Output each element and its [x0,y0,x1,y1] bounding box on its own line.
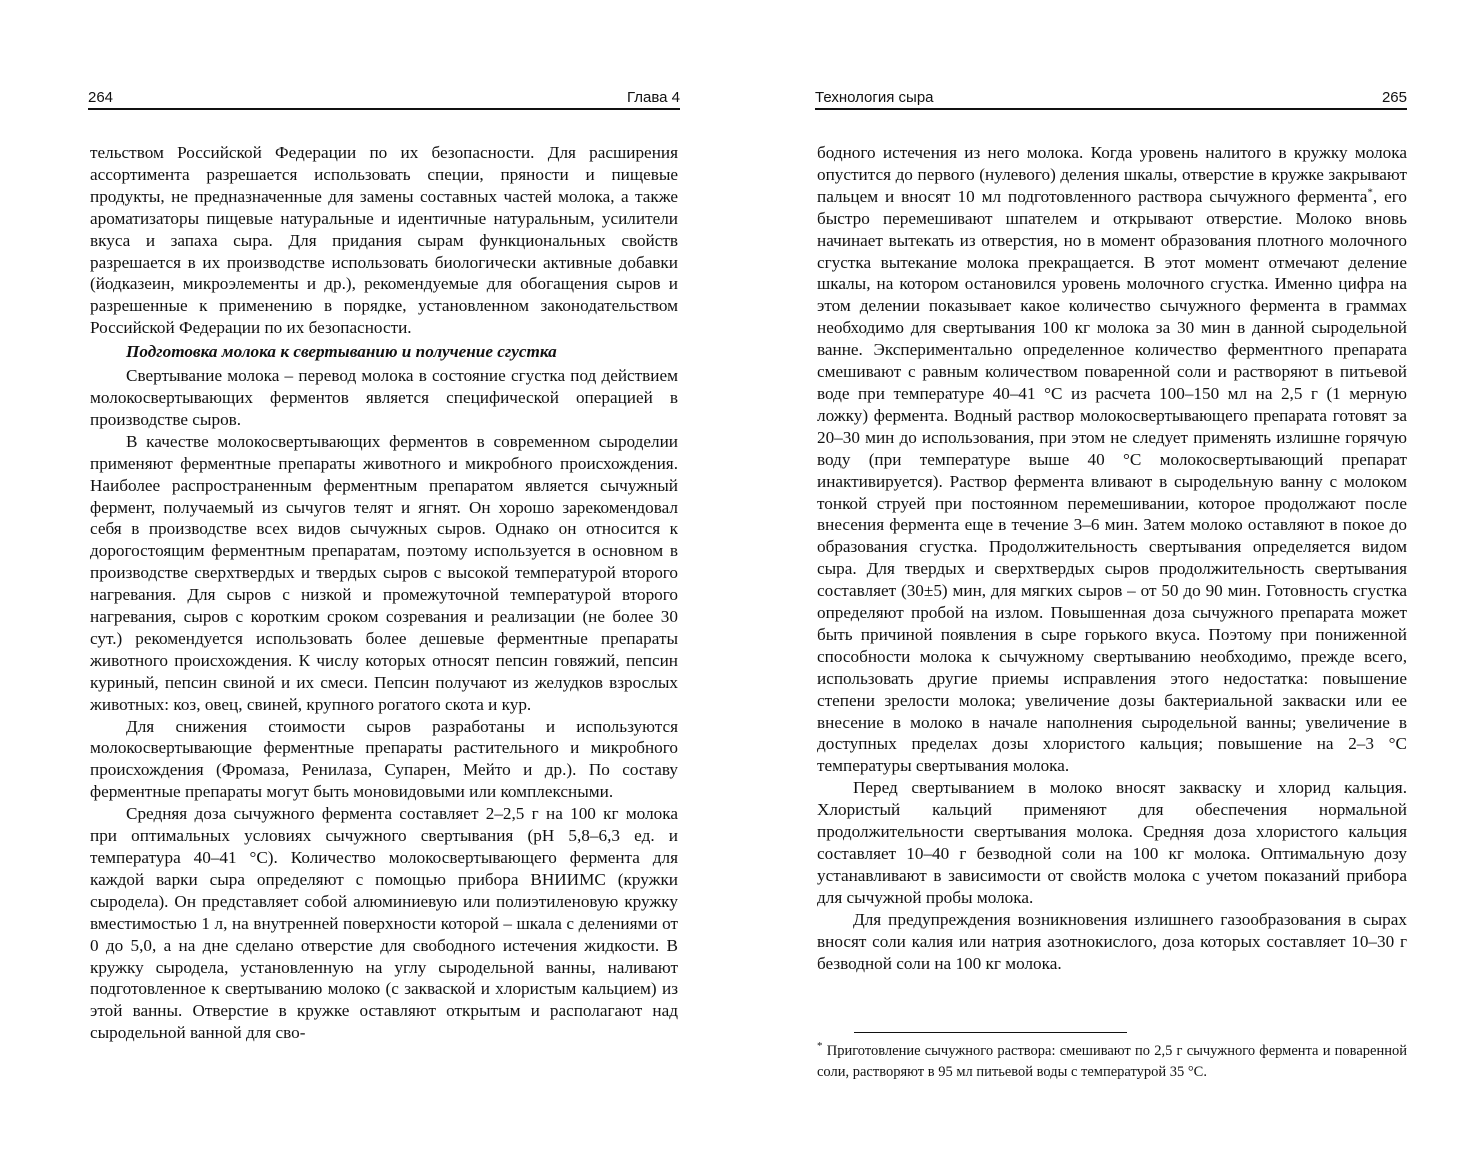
paragraph-text: , его быстро перемешивают шпателем и открывают отверстие. Молоко вновь начинает вытекать из отверстия, но в момент образования плотного молочного сгустка вытекание молока прекращается. В этот момент отмечают деление шкалы, на котором остановился уровень молочного сгустка. Именно цифра на этом делении показывает какое количество сычужного фермента в граммах необходимо для свертывания 100 кг молока за 30 мин в данной сыродельной ванне. Экспериментально определенное количество ферментного препарата смешивают с равным количеством поваренной соли и растворяют в питьевой воде при температуре 40–41 °С из расчета 100–150 мл на 2,5 г (1 мерную ложку) фермента. Водный раствор молокосвертывающего препарата готовят за 20–30 мин до использования, при этом не следует применять излишне горячую воду (при температуре выше 40 °С молокосвертывающий препарат инактивируется). Раствор фермента вливают в сыродельную ванну с молоком тонкой струей при постоянном перемешивании, которое продолжают после внесения фермента еще в течение 3–6 мин. Затем молоко оставляют в покое до образования сгустка. Продолжительность свертывания определяется видом сыра. Для твердых и сверхтвердых сыров продолжительность свертывания составляет (30±5) мин, для мягких сыров – от 50 до 90 мин. Готовность сгустка определяют пробой на излом. Повышенная доза сычужного препарата может быть причиной появления в сыре горького вкуса. Поэтому при пониженной способности молока к сычужному свертыванию необходимо, прежде всего, использовать другие приемы исправления этого недостатка: повышение степени зрелости молока; увеличение дозы бактериальной закваски или ее внесение в молоко в начале наполнения сыродельной ванны; увеличение в доступных пределах дозы хлористого кальция; повышение на 2–3 °С температуры свертывания молока. [817,186,1407,776]
right-page [737,0,1474,1162]
page-number: 264 [88,89,114,106]
page-number: 265 [1381,89,1407,106]
paragraph: В качестве молокосвертывающих ферментов в современном сыроделии применяют ферментные препараты животного и микробного происхождения. Наиболее распространенным ферментным препаратом является сычужный фермент, получаемый из сычугов телят и ягнят. Он хорошо зарекомендовал себя в производстве всех видов сычужных сыров. Однако он относится к дорогостоящим ферментным препаратам, поэтому используется в основном в производстве сверхтвердых и твердых сыров с высокой температурой второго нагревания. Для сыров с низкой и промежуточной температурой второго нагревания, сыров с коротким сроком созревания и реализации (не более 30 сут.) рекомендуется использовать более дешевые ферментные препараты животного происхождения. К числу которых относят пепсин говяжий, пепсин куриный, пепсин свиной и их смеси. Пепсин получают из желудков взрослых животных: коз, овец, свиней, крупного рогатого скота и кур. [90,431,678,714]
footnote-divider [854,1032,1127,1033]
running-header [815,88,1407,110]
section-subheading: Подготовка молока к свертыванию и получение сгустка [126,342,557,362]
running-title: Технология сыра [815,89,934,106]
running-header [88,88,680,110]
paragraph [817,142,1407,777]
footnote-marker[interactable]: * [1367,186,1373,199]
chapter-title: Глава 4 [626,89,680,106]
footnote-marker: * [817,1040,823,1053]
paragraph-text: бодного истечения из него молока. Когда уровень налитого в кружку молока опустится до первого (нулевого) деления шкалы, отверстие в кружке закрывают пальцем и вносят 10 мл подготовленного раствора сычужного фермента [817,143,1407,206]
footnote [817,1041,1407,1083]
page-body [90,142,678,1044]
paragraph: Свертывание молока – перевод молока в состояние сгустка под действием молокосвертывающих ферментов является специфической операцией в производстве сыров. [90,366,678,429]
footnote-text: Приготовление сычужного раствора: смешивают по 2,5 г сычужного фермента и поваренной соли, растворяют в 95 мл питьевой воды с температурой 35 °С. [817,1043,1407,1080]
paragraph: Для снижения стоимости сыров разработаны и используются молокосвертывающие ферментные препараты растительного и микробного происхождения (Фромаза, Ренилаза, Супарен, Мейто и др.). По составу ферментные препараты могут быть моновидовыми или комплексными. [90,716,678,802]
paragraph: Средняя доза сычужного фермента составляет 2–2,5 г на 100 кг молока при оптимальных условиях сычужного свертывания (рН 5,8–6,3 ед. и температура 40–41 °С). Количество молокосвертывающего фермента для каждой варки сыра определяют с помощью прибора ВНИИМС (кружки сыродела). Он представляет собой алюминиевую или полиэтиленовую кружку вместимостью 1 л, на внутренней поверхности которой – шкала с делениями от 0 до 5,0, а на дне сделано отверстие для свободного истечения жидкости. В кружку сыродела, установленную на углу сыродельной ванны, наливают подготовленное к свертыванию молоко (с закваской и хлористым кальцием) из этой ванны. Отверстие в кружке оставляют открытым и располагают над сыродельной ванной для сво- [90,804,678,1043]
paragraph: тельством Российской Федерации по их безопасности. Для расширения ассортимента разрешается использовать специи, пряности и пищевые продукты, не предназначенные для замены составных частей молока, а также ароматизаторы пищевые натуральные и идентичные натуральным, усилители вкуса и запаха сыра. Для придания сырам функциональных свойств разрешается в их производстве использовать биологически активные добавки (йодказеин, микроэлементы и др.), рекомендуемые для обогащения сыров и разрешенные к применению в порядке, установленном законодательством Российской Федерации по их безопасности. [90,143,678,338]
paragraph: Для предупреждения возникновения излишнего газообразования в сырах вносят соли калия или натрия азотнокислого, доза которых составляет 10–30 г безводной соли на 100 кг молока. [817,909,1407,973]
page-body [817,142,1407,974]
paragraph: Перед свертыванием в молоко вносят закваску и хлорид кальция. Хлористый кальций применяют для обеспечения нормальной продолжительности свертывания молока. Средняя доза хлористого кальция составляет 10–40 г безводной соли на 100 кг молока. Оптимальную дозу устанавливают в зависимости от свойств молока с учетом показаний прибора для сычужной пробы молока. [817,778,1407,907]
